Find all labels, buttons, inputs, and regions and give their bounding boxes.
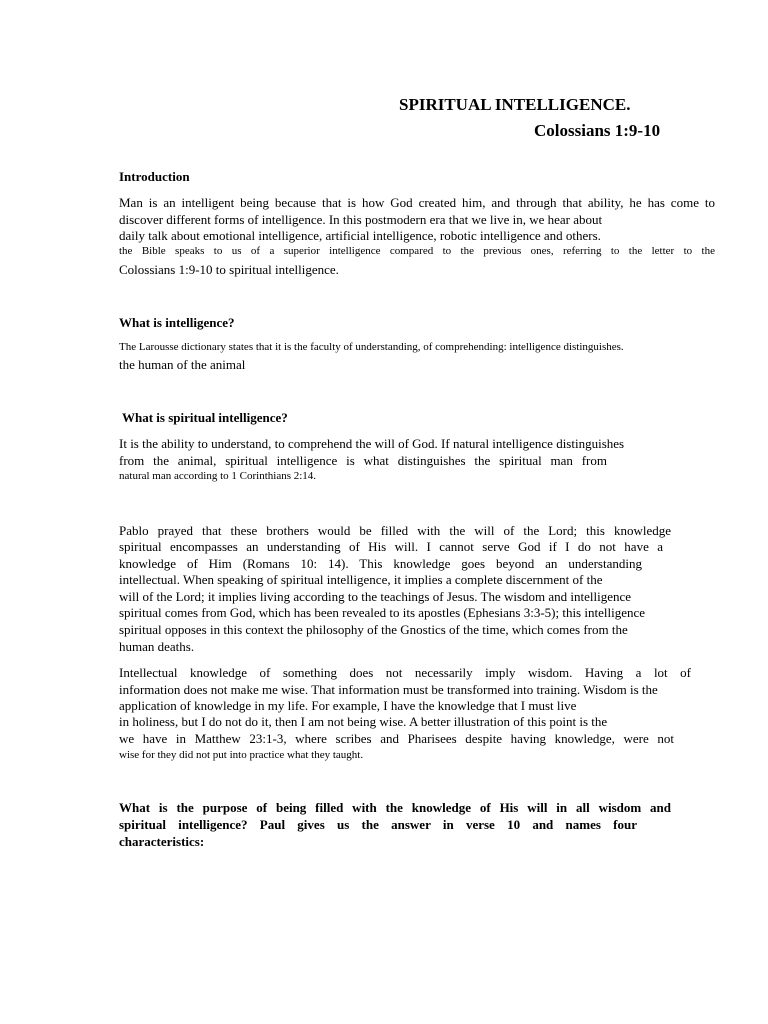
spiritual-line: from the animal, spiritual intelligence is what distinguishes the spiritual man from: [119, 453, 607, 468]
intro-line: Colossians 1:9-10 to spiritual intelligence.: [119, 262, 339, 277]
section-heading-introduction: Introduction: [119, 169, 190, 184]
pablo-line: human deaths.: [119, 639, 195, 654]
intro-line: the Bible speaks to us of a superior intelligence compared to the previous ones, referring to the letter to the: [119, 245, 715, 257]
definition-line: The Larousse dictionary states that it is the faculty of understanding, of comprehending: intelligence distinguishes.: [119, 341, 624, 353]
definition-line: the human of the animal: [119, 357, 246, 372]
document-title: SPIRITUAL INTELLIGENCE.: [399, 95, 631, 114]
pablo-line: spiritual encompasses an understanding of His will. I cannot serve God if I do not have a: [119, 539, 663, 554]
pablo-line: knowledge of Him (Romans 10: 14). This knowledge goes beyond an understanding: [119, 556, 642, 571]
knowledge-line: Intellectual knowledge of something does not necessarily imply wisdom. Having a lot of: [119, 665, 691, 680]
spiritual-line: It is the ability to understand, to comprehend the will of God. If natural intelligence distinguishes: [119, 436, 625, 451]
intro-line: Man is an intelligent being because that is how God created him, and through that ability, he has come to: [119, 195, 715, 210]
knowledge-line: we have in Matthew 23:1-3, where scribes and Pharisees despite having knowledge, were not: [119, 731, 674, 746]
pablo-line: Pablo prayed that these brothers would be filled with the will of the Lord; this knowledge: [119, 523, 671, 538]
section-heading-what-is-spiritual-intelligence: What is spiritual intelligence?: [122, 410, 288, 425]
purpose-question-line: characteristics:: [119, 834, 205, 849]
pablo-line: spiritual comes from God, which has been revealed to its apostles (Ephesians 3:3-5); this intelligence: [119, 605, 646, 620]
document-subtitle: Colossians 1:9-10: [534, 121, 661, 140]
intro-line: daily talk about emotional intelligence, artificial intelligence, robotic intelligence and others.: [119, 228, 601, 243]
spiritual-line: natural man according to 1 Corinthians 2:14.: [119, 470, 317, 482]
intro-line: discover different forms of intelligence. In this postmodern era that we live in, we hear about: [119, 212, 603, 227]
purpose-question-line: What is the purpose of being filled with the knowledge of His will in all wisdom and: [119, 800, 671, 815]
purpose-question-line: spiritual intelligence? Paul gives us the answer in verse 10 and names four: [119, 817, 637, 832]
section-heading-what-is-intelligence: What is intelligence?: [119, 315, 235, 330]
knowledge-line: wise for they did not put into practice what they taught.: [119, 749, 364, 761]
pablo-line: spiritual opposes in this context the philosophy of the Gnostics of the time, which comes from the: [119, 622, 628, 637]
knowledge-line: in holiness, but I do not do it, then I am not being wise. A better illustration of this point is the: [119, 714, 608, 729]
pablo-line: intellectual. When speaking of spiritual intelligence, it implies a complete discernment of the: [119, 572, 603, 587]
knowledge-line: application of knowledge in my life. For example, I have the knowledge that I must live: [119, 698, 577, 713]
pablo-line: will of the Lord; it implies living according to the teachings of Jesus. The wisdom and intelligence: [119, 589, 632, 604]
knowledge-line: information does not make me wise. That information must be transformed into training. Wisdom is the: [119, 682, 658, 697]
